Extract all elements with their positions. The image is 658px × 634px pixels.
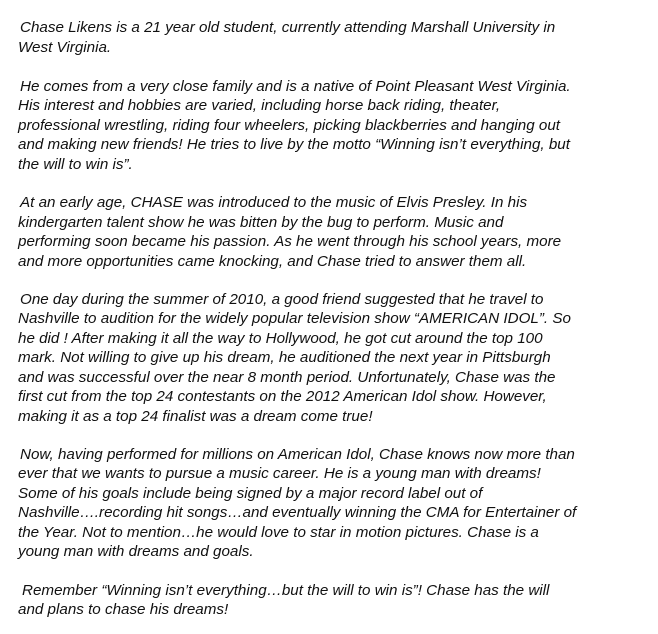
paragraph-5-line-6: young man with dreams and goals. — [18, 543, 254, 560]
paragraph-4-line-1: One day during the summer of 2010, a good friend suggested that he travel to — [20, 291, 544, 308]
paragraph-4-line-3: he did ! After making it all the way to Hollywood, he got cut around the top 100 — [18, 330, 543, 347]
paragraph-2-line-3: professional wrestling, riding four wheelers, picking blackberries and hanging out — [18, 117, 560, 134]
paragraph-3-line-3: performing soon became his passion. As he went through his school years, more — [18, 233, 562, 250]
paragraph-1-line-2: West Virginia. — [18, 39, 112, 56]
paragraph-5-line-5: the Year. Not to mention…he would love to star in motion pictures. Chase is a — [18, 524, 539, 541]
paragraph-3-line-4: and more opportunities came knocking, and Chase tried to answer them all. — [18, 253, 527, 270]
paragraph-2-line-2: His interest and hobbies are varied, including horse back riding, theater, — [18, 97, 501, 114]
paragraph-3-line-2: kindergarten talent show he was bitten by the bug to perform. Music and — [18, 214, 504, 231]
paragraph-5-line-4: Nashville….recording hit songs…and eventually winning the CMA for Entertainer of — [18, 504, 577, 521]
paragraph-4-line-6: first cut from the top 24 contestants on the 2012 American Idol show. However, — [18, 388, 547, 405]
paragraph-5-line-2: ever that we wants to pursue a music career. He is a young man with dreams! — [18, 465, 541, 482]
paragraph-2-line-1: He comes from a very close family and is a native of Point Pleasant West Virginia. — [20, 78, 571, 95]
paragraph-4-line-7: making it as a top 24 finalist was a dream come true! — [18, 408, 373, 425]
paragraph-5-line-3: Some of his goals include being signed by a major record label out of — [18, 485, 483, 502]
paragraph-6-line-1: Remember “Winning isn’t everything…but the will to win is”! Chase has the will — [22, 582, 550, 599]
paragraph-4-line-5: and was successful over the near 8 month period. Unfortunately, Chase was the — [18, 369, 556, 386]
paragraph-2-line-4: and making new friends! He tries to live by the motto “Winning isn’t everything, but — [18, 136, 570, 153]
paragraph-5-line-1: Now, having performed for millions on American Idol, Chase knows now more than — [20, 446, 575, 463]
paragraph-4-line-2: Nashville to audition for the widely popular television show “AMERICAN IDOL”. So — [18, 310, 571, 327]
paragraph-2-line-5: the will to win is”. — [18, 156, 133, 173]
paragraph-3-line-1: At an early age, CHASE was introduced to the music of Elvis Presley. In his — [20, 194, 528, 211]
paragraph-1-line-1: Chase Likens is a 21 year old student, currently attending Marshall University in — [20, 19, 556, 36]
paragraph-4-line-4: mark. Not willing to give up his dream, he auditioned the next year in Pittsburgh — [18, 349, 551, 366]
paragraph-6-line-2: and plans to chase his dreams! — [18, 601, 229, 618]
